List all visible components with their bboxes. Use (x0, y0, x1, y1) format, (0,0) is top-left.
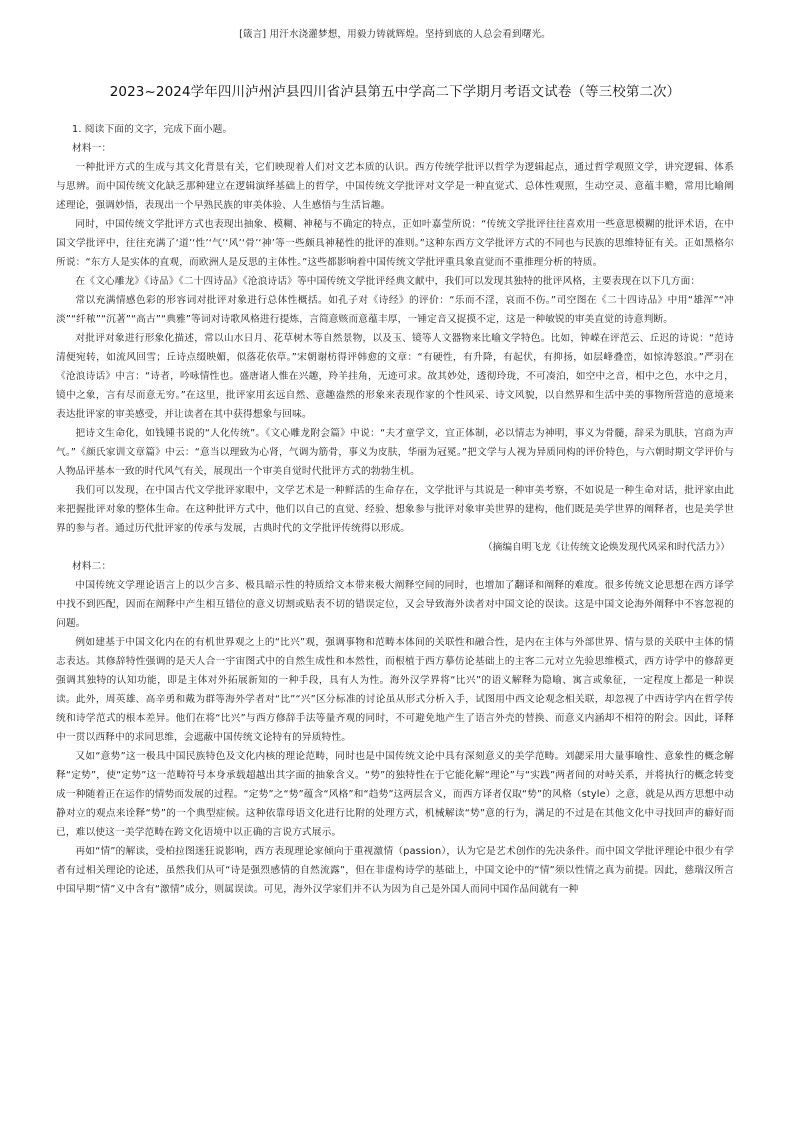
material-2-paragraph: 中国传统文学理论语言上的以少言多、极具暗示性的特质给文本带来极大阐释空间的同时，也增加了翻译和阐释的难度。很多传统文论思想在西方译学中找不到匹配，因而在阐释中产生相互错位的意义切割或贴表不切的错误定位，又会导致海外读者对中国文论的误读。这是中国文论海外阐释中不容忽视的问题。 (56, 580, 734, 629)
material-1-paragraph: 把诗文生命化，如钱锺书说的“人化传统”。《文心雕龙附会篇》中说：“夫才童学文，宜正体制，必以情志为神明，事义为骨髓，辞采为肌肤，宫商为声气。”《颜氏家训文章篇》中云：“意当以理致为心肾，气调为筋骨，事义为皮肤，华丽为冠冕。”把文学与人视为异质同构的评价特色，与六朝时期文学评价与人物品评基本一致的时代风气有关，展现出一个审美自觉时代批评方式的勃勃生机。 (56, 428, 734, 477)
material-1-paragraph: 同时，中国传统文学批评方式也表现出抽象、模糊、神秘与不确定的特点，正如叶嘉莹所说：“传统文学批评往往喜欢用一些意思模糊的批评术语，在中国文学批评中，往往充满了‘道’‘性’‘气’‘风’‘骨’‘神’等一些颇具神秘性的批评的准则。”这种东西方文学批评方式的不同也与民族的思维特征有关。正如黑格尔所说：“东方人是实体的直观，而欧洲人是反思的主体性。”这些都影响着中国传统文学批评重具象直觉而不重推理分析的特质。 (56, 219, 734, 268)
material-2-paragraph: 例如建基于中国文化内在的有机世界观之上的“比兴”观，强调事物和范畴本体间的关联性和融合性，是内在主体与外部世界、情与景的关联中主体的情志表达。其修辞特性强调的是天人合一宇宙图式中的自然生成性和本然性，而根植于西方摹仿论基础上的主客二元对立先验思维模式，西方诗学中的修辞更强调其独特的认知功能，即是主体对外拓展新知的一种手段，具有人为性。海外汉学界将“比兴”的语义解释为隐喻、寓言或象征，一定程度上都是一种误读。此外，周英雄、高辛勇和戴为群等海外学者对“比”“兴”区分标准的讨论虽从形式分析入手，试图用中西文论观念相关联，却忽视了中西诗学内在哲学传统和诗学范式的根本差异。他们在将“比兴”与西方修辞手法等量齐观的同时，不可避免地产生了语言外壳的替换、而意义内涵却不相符的附会。因此，译释中一贯以西释中的求同思维，会遮蔽中国传统文论特有的异质特性。 (56, 637, 734, 743)
material-1-paragraph: 一种批评方式的生成与其文化背景有关，它们映现着人们对文艺本质的认识。西方传统学批评以哲学为逻辑起点，通过哲学观照文学，讲究逻辑、体系与思辨。而中国传统文化缺乏那种建立在逻辑演绎基础上的哲学，中国传统文学批评对文学是一种直觉式、总体性观照，生动空灵、意蕴丰赡，常用比喻阐述理论，强调妙悟，表现出一个早熟民族的审美体验、人生感悟与生活旨趣。 (56, 162, 734, 211)
material-1-paragraph: 常以充满情感色彩的形容词对批评对象进行总体性概括。如孔子对《诗经》的评价：“乐而不淫，哀而不伤。”司空图在《二十四诗品》中用“雄浑”“冲淡”“纤秾”“沉著”“高古”“典雅”等词对诗歌风格进行提炼，言简意赅而意蕴丰厚，一锤定音又捉摸不定，这是一种敏锐的审美直觉的诗意判断。 (56, 295, 734, 325)
material-2-label: 材料二： (72, 561, 112, 572)
page-title: 2023~2024学年四川泸州泸县四川省泸县第五中学高二下学期月考语文试卷（等三校第二次） (109, 84, 681, 100)
material-1-paragraph: 在《文心雕龙》《诗品》《二十四诗品》《沧浪诗话》等中国传统文学批评经典文献中，我们可以发现其独特的批评风格，主要表现在以下几方面： (75, 276, 701, 287)
material-1-paragraph: 对批评对象进行形象化描述，常以山水日月、花草树木等自然景物，以及玉、镜等人文器物来比喻文学特色。比如，钟嵘在评范云、丘迟的诗说：“范诗清便宛转，如流风回雪；丘诗点缀映媚，似落花依草。”宋朝谢枋得评韩愈的文章：“有硬性，有升降，有起伏，有抑扬，如层峰叠峦，如惊涛怒浪。”严羽在《沧浪诗话》中言：“诗者，吟咏情性也。盛唐诸人惟在兴趣，羚羊挂角，无迹可求。故其妙处，透彻玲珑，不可凑泊，如空中之音，相中之色，水中之月，镜中之象，言有尽而意无穷。”在这里，批评家用玄远自然、意趣盎然的形象来表现作家的个性风采、诗文风貌，以自然界和生活中美的事物所营造的意境来表达批评家的审美感受，并让读者在其中获得想象与回味。 (56, 333, 734, 420)
material-2-paragraph: 又如“意势”这一极具中国民族特色及文化内核的理论范畴，同时也是中国传统文论中具有深刻意义的美学范畴。刘勰采用大量事喻性、意象性的概念解释“定势”，使“定势”这一范畴符号本身承载超越出其字面的抽象含义。“势”的独特性在于它能化解“理论”与“实践”两者间的对峙关系，并将执行的概念转变成一种随着正在运作的情势而发展的过程。“定势”之“势”蕴含“风格”和“趋势”这两层含义，而西方译者仅取“势”的风格（style）之意，就是从西方思想中动静对立的观点来诠释“势”的一个典型症候。这种依靠母语文化进行比附的处理方式，机械解读“势”意的行为，满足的不过是在其他文化中寻找回声的癖好而已，难以使这一美学范畴在跨文化语境中以正确的言说方式展示。 (56, 751, 734, 838)
material-1-paragraph: 我们可以发现，在中国古代文学批评家眼中，文学艺术是一种鲜活的生命存在，文学批评与其说是一种审美考察，不如说是一种生命对话，批评家由此来把握批评对象的整体生命。在这种批评方式中，他们以自己的直觉、经验、想象参与批评对象审美世界的建构，他们既是美学世界的阐释者，也是美学世界的参与者。通过历代批评家的传承与发展，古典时代的文学批评传统得以形成。 (56, 485, 734, 534)
material-1-label: 材料一： (72, 143, 112, 154)
question-prompt: 1. 阅读下面的文字，完成下面小题。 (72, 124, 233, 135)
material-2-paragraph: 再如“情”的解读，受柏拉图迷狂说影响，西方表现理论家倾向于重视激情（passion），认为它是艺术创作的先决条件。而中国文学批评理论中很少有学者有过相关理论的论述，虽然我们从可“诗是强烈感情的自然流露”，但在非虚构诗学的基础上，中国文论中的“情”须以性情之真为前提。因此，慈瑞汉所言中国早期“情”义中含有“激情”成分，则属误读。可见，海外汉学家们并不认为因为自己是外国人而同中国作品间就有一种 (56, 846, 734, 895)
header-motto: [箴言] 用汗水浇灌梦想，用毅力铸就辉煌。坚持到底的人总会看到曙光。 (239, 29, 551, 40)
material-1-source: （摘编自明飞龙《让传统文论焕发现代风采和时代活力》） (482, 542, 730, 553)
